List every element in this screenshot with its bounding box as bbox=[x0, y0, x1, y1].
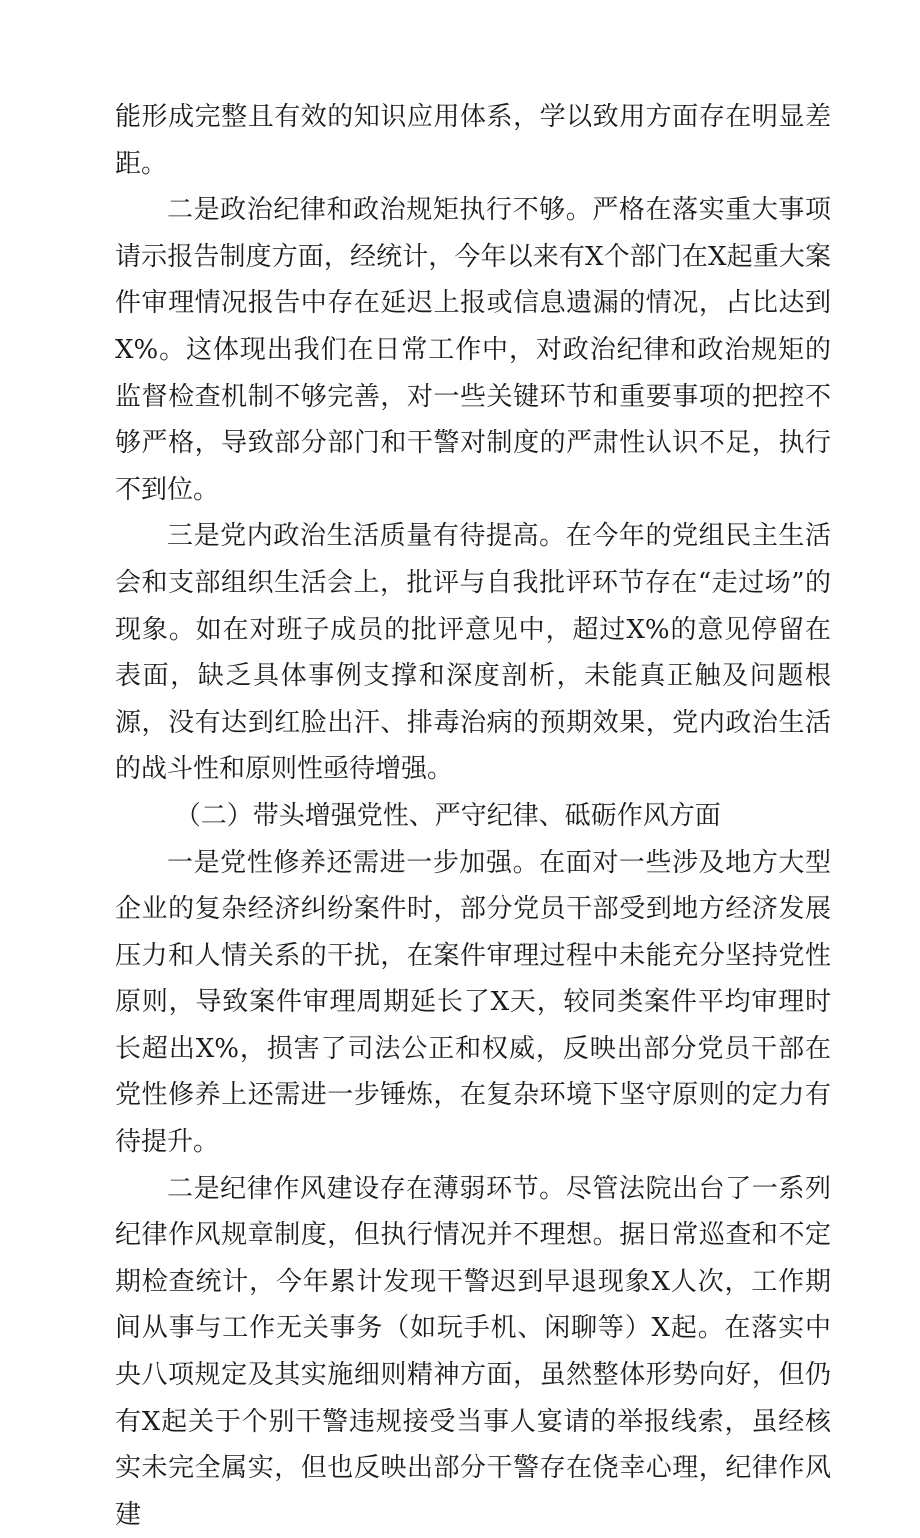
paragraph-political-discipline: 二是政治纪律和政治规矩执行不够。严格在落实重大事项请示报告制度方面，经统计，今年以来有X个部门在X起重大案件审理情况报告中存在延迟上报或信息遗漏的情况，占比达到X%。这体现出我们在日常工作中，对政治纪律和政治规矩的监督检查机制不够完善，对一些关键环节和重要事项的把控不够严格，导致部分部门和干警对制度的严肃性认识不足，执行不到位。 bbox=[115, 195, 831, 505]
paragraph-discipline-style: 二是纪律作风建设存在薄弱环节。尽管法院出台了一系列纪律作风规章制度，但执行情况并不理想。据日常巡查和不定期检查统计，今年累计发现干警迟到早退现象X人次，工作期间从事与工作无关事务（如玩手机、闲聊等）X起。在落实中央八项规定及其实施细则精神方面，虽然整体形势向好，但仍有X起关于个别干警违规接受当事人宴请的举报线索，虽经核实未完全属实，但也反映出部分干警存在侥幸心理，纪律作风建 bbox=[115, 1173, 831, 1530]
paragraph-party-political-life: 三是党内政治生活质量有待提高。在今年的党组民主生活会和支部组织生活会上，批评与自我批评环节存在“走过场”的现象。如在对班子成员的批评意见中，超过X%的意见停留在表面，缺乏具体事例支撑和深度剖析，未能真正触及问题根源，没有达到红脸出汗、排毒治病的预期效果，党内政治生活的战斗性和原则性亟待增强。 bbox=[115, 521, 831, 785]
paragraph-continuation: 能形成完整且有效的知识应用体系，学以致用方面存在明显差距。 bbox=[115, 102, 831, 179]
document-body bbox=[115, 94, 831, 1538]
section-heading: （二）带头增强党性、严守纪律、砥砺作风方面 bbox=[174, 800, 721, 831]
paragraph-party-spirit: 一是党性修养还需进一步加强。在面对一些涉及地方大型企业的复杂经济纠纷案件时，部分党员干部受到地方经济发展压力和人情关系的干扰，在案件审理过程中未能充分坚持党性原则，导致案件审理周期延长了X天，较同类案件平均审理时长超出X%，损害了司法公正和权威，反映出部分党员干部在党性修养上还需进一步锤炼，在复杂环境下坚守原则的定力有待提升。 bbox=[115, 847, 831, 1158]
